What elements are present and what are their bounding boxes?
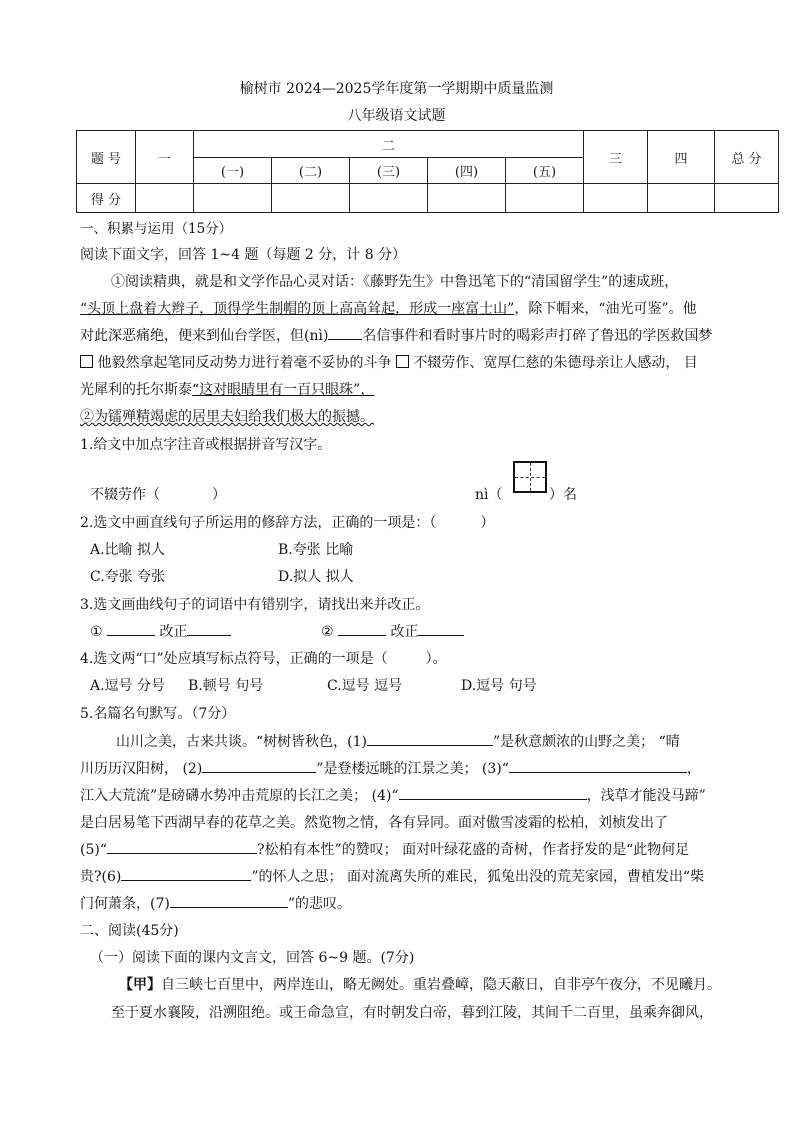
q3-fix-blank[interactable] (187, 621, 231, 636)
punctuation-box[interactable] (80, 355, 93, 368)
score-cell[interactable] (136, 184, 194, 213)
exam-title: 榆树市 2024—2025学年度第一学期期中质量监测 (239, 81, 554, 97)
exam-subtitle: 八年级语文试题 (347, 108, 446, 124)
poem-line-5: (5)“ ?松柏有本性”的赞叹； 面对叶绿花盛的奇树，作者抒发的是“此物何足 (80, 839, 689, 859)
q4-option-a: A.逗号 分号 (90, 678, 166, 694)
q2-option-b: B.夸张 比喻 (278, 542, 354, 558)
col-er-sub-1: (一) (194, 158, 272, 184)
jia-line-1: 【甲】自三峡七百里中，两岸连山，略无阙处。重岩叠嶂，隐天蔽日，自非亭午夜分，不见曦月。 (119, 977, 721, 993)
score-cell[interactable] (506, 184, 584, 213)
col-yi: 一 (136, 131, 194, 184)
wavy-underlined-sentence: ②为镭殚精竭虑的居里夫妇给我们极大的振撼。 (80, 409, 374, 425)
passage-line-1: ①阅读精典，就是和文学作品心灵对话：《藤野先生》中鲁迅笔下的“清国留学生”的速成班， (111, 274, 679, 290)
poem-blank-7[interactable] (170, 893, 288, 908)
q4-option-d: D.逗号 句号 (461, 678, 537, 694)
section2-sub1: （一）阅读下面的课内文言文，回答 6~9 题。(7分) (90, 950, 415, 966)
question-5: 5.名篇名句默写。（7分） (80, 706, 236, 722)
pinyin-blank[interactable] (328, 325, 362, 340)
q3-answer-1: ① 改正 (90, 621, 231, 641)
col-er-sub-4: (四) (428, 158, 506, 184)
q1-right-b: ）名 (549, 487, 577, 503)
straight-underlined-sentence: “头顶上盘着大辫子，顶得学生制帽的顶上高高耸起，形成一座富士山” (80, 301, 515, 317)
poem-blank-2[interactable] (202, 758, 316, 773)
poem-blank-5[interactable] (107, 839, 257, 854)
q4-option-c: C.逗号 逗号 (327, 678, 403, 694)
section1-instruction: 阅读下面文字，回答 1~4 题（每题 2 分，计 8 分） (80, 247, 407, 263)
question-4: 4.选文两“口”处应填写标点符号，正确的一项是（ ）。 (80, 651, 447, 667)
q1-right-a: nì（ (475, 487, 503, 503)
poem-blank-3[interactable] (509, 758, 687, 773)
q3-fix-blank[interactable] (418, 621, 464, 636)
jia-label: 【甲】 (119, 977, 161, 993)
passage-line-5: 光犀利的托尔斯泰“这对眼睛里有一百只眼珠”， (80, 382, 375, 398)
col-zongfen: 总 分 (715, 131, 779, 184)
question-2: 2.选文中画直线句子所运用的修辞方法，正确的一项是：（ ） (80, 515, 495, 531)
q1-left-item: 不辍劳作（ ） (90, 487, 226, 503)
score-cell[interactable] (350, 184, 428, 213)
score-table (76, 130, 779, 213)
poem-line-2: 川历历汉阳树， (2) ”是登楼远眺的江景之美； (3)“ ， (80, 758, 701, 778)
poem-blank-6[interactable] (121, 866, 251, 881)
score-cell[interactable] (194, 184, 272, 213)
poem-line-6: 贵?(6) ”的怀人之思； 面对流离失所的难民，狐兔出没的荒芜家园，曹植发出“柴 (80, 866, 704, 886)
col-san: 三 (584, 131, 648, 184)
score-cell[interactable] (272, 184, 350, 213)
question-1: 1.给文中加点字注音或根据拼音写汉字。 (80, 437, 332, 453)
col-er-sub-5: (五) (506, 158, 584, 184)
q3-answer-2: ② 改正 (321, 621, 464, 641)
poem-line-1: 山川之美，古来共谈。“树树皆秋色，(1) ”是秋意颇浓的山野之美； “晴 (116, 731, 680, 751)
section1-heading: 一、积累与运用（15分） (80, 221, 233, 237)
q2-option-c: C.夸张 夸张 (90, 569, 166, 585)
q3-wrong-blank[interactable] (107, 621, 155, 636)
poem-blank-4[interactable] (399, 785, 587, 800)
question-3: 3.选文画曲线句子的词语中有错别字，请找出来并改正。 (80, 597, 430, 613)
label-defen: 得 分 (77, 184, 136, 213)
q3-wrong-blank[interactable] (338, 621, 386, 636)
punctuation-box[interactable] (396, 355, 409, 368)
passage-line-6 (80, 406, 374, 426)
score-cell[interactable] (715, 184, 779, 213)
jia-line-2: 至于夏水襄陵，沿溯阻绝。或王命急宣，有时朝发白帝，暮到江陵，其间千二百里，虽乘奔御风， (111, 1005, 713, 1021)
score-cell[interactable] (428, 184, 506, 213)
poem-line-4: 是白居易笔下西湖早春的花草之美。然览物之情，各有异同。面对傲雪凌霜的松柏，刘桢发出了 (80, 815, 668, 831)
col-er-sub-2: (二) (272, 158, 350, 184)
tianzige-box[interactable] (513, 461, 547, 493)
poem-blank-1[interactable] (367, 731, 493, 746)
score-cell[interactable] (648, 184, 715, 213)
passage-line-4: 他毅然拿起笔同反动势力进行着毫不妥协的斗争 不辍劳作、宽厚仁慈的朱德母亲让人感动， 目 (80, 352, 698, 372)
q4-option-b: B.顿号 句号 (188, 678, 264, 694)
col-si: 四 (648, 131, 715, 184)
score-cell[interactable] (584, 184, 648, 213)
section2-heading: 二、阅读(45分) (80, 923, 179, 939)
col-er-sub-3: (三) (350, 158, 428, 184)
q2-option-d: D.拟人 拟人 (278, 569, 354, 585)
label-tihao: 题 号 (77, 131, 136, 184)
poem-line-3: 江入大荒流”是磅礴水势冲击荒原的长江之美； (4)“ ，浅草才能没马蹄” (80, 785, 706, 805)
passage-line-3: 对此深恶痛绝，便来到仙台学医，但(nì) 名信事件和看时事片时的喝彩声打碎了鲁迅的学医救国梦 (80, 325, 712, 345)
passage-line-2: “头顶上盘着大辫子，顶得学生制帽的顶上高高耸起，形成一座富士山”，除下帽来，“油光可鉴”。他 (80, 301, 697, 317)
poem-line-7: 门何萧条，(7) ”的悲叹。 (80, 893, 351, 913)
col-er: 二 (194, 131, 584, 158)
q2-option-a: A.比喻 拟人 (90, 542, 166, 558)
